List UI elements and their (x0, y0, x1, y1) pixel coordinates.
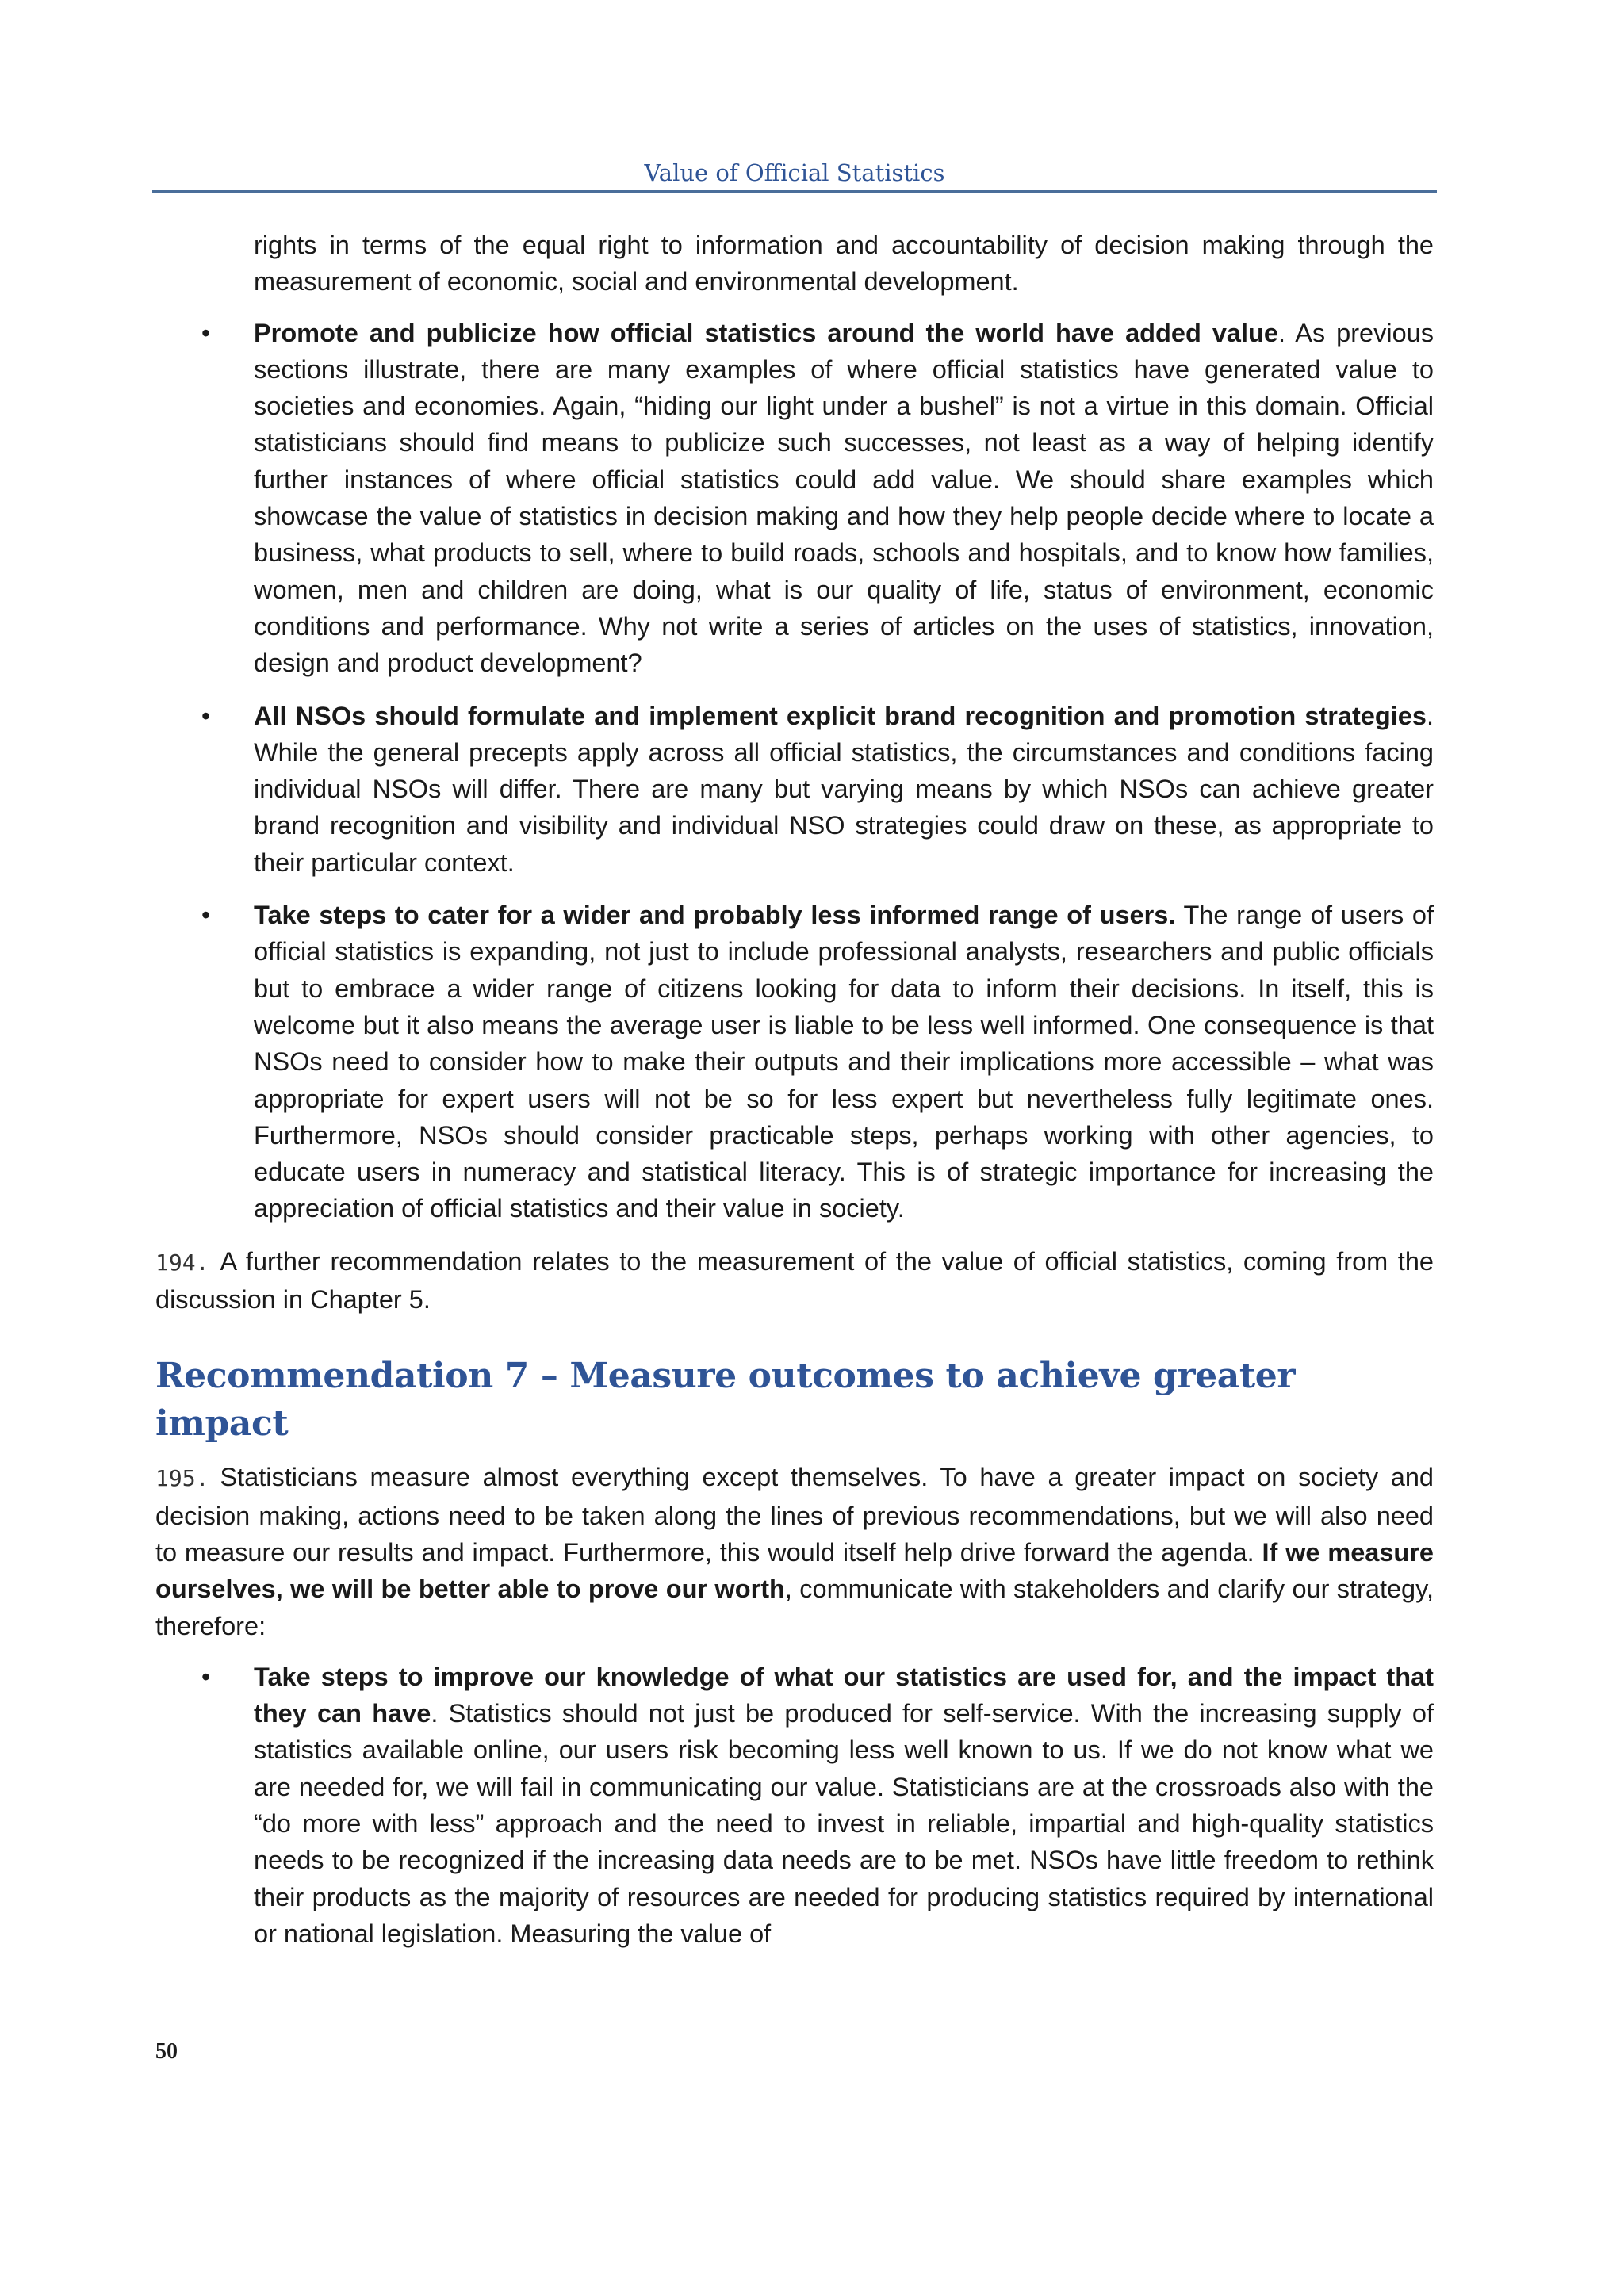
running-header (152, 155, 1437, 193)
running-header-title: Value of Official Statistics (644, 159, 945, 186)
bullet-icon: • (201, 701, 211, 730)
bullet-lead: Take steps to cater for a wider and probably less informed range of users. (254, 901, 1176, 930)
bullet-icon: • (201, 901, 211, 930)
page-body (155, 227, 1434, 1968)
bullet-lead: All NSOs should formulate and implement explicit brand recognition and promotion strategies (254, 701, 1427, 730)
bullet-list-measurement (155, 1659, 1434, 1952)
paragraph-number: 194. (155, 1249, 209, 1276)
paragraph-text-before: Statisticians measure almost everything except themselves. To have a greater impact on society and decision making, actions need to be taken along the lines of previous recommendations, but we will also need to measure our results and impact. Furthermore, this would itself help drive forward the agenda. (155, 1463, 1434, 1567)
bullet-lead: Promote and publicize how official statistics around the world have added value (254, 318, 1278, 347)
paragraph-195 (155, 1459, 1434, 1644)
bullet-list-promotion (155, 315, 1434, 1227)
bullet-lead: Take steps to improve our knowledge of what our statistics are used for, and the impact that they can have (254, 1662, 1434, 1728)
paragraph-text-after: , communicate with stakeholders and clarify our strategy, therefore: (155, 1575, 1434, 1640)
bullet-body: . Statistics should not just be produced for self-service. With the increasing supply of statistics available online, our users risk becoming less well known to us. If we do not know what we are needed for, we will fail in communicating our value. Statisticians are at the crossroads also with the “do more with less” approach and the need to invest in reliable, impartial and high-quality statistics needs to be recognized if the increasing data needs are to be met. NSOs have little freedom to rethink their products as the majority of resources are needed for producing statistics required by international or national legislation. Measuring the value of (254, 1699, 1434, 1948)
bullet-icon: • (201, 1662, 211, 1691)
list-item (155, 1659, 1434, 1952)
paragraph-194 (155, 1243, 1434, 1318)
continuation-paragraph: rights in terms of the equal right to information and accountability of decision making through the measurement of economic, social and environmental development. (254, 231, 1434, 297)
paragraph-number: 195. (155, 1465, 209, 1492)
paragraph-bold-text: If we measure ourselves, we will be better able to prove our worth (155, 1537, 1434, 1604)
list-item (155, 897, 1434, 1227)
recommendation-heading: Recommendation 7 – Measure outcomes to achieve greater impact (155, 1356, 1296, 1445)
paragraph-text: A further recommendation relates to the measurement of the value of official statistics, coming from the discussion in Chapter 5. (155, 1246, 1434, 1314)
bullet-body: The range of users of official statistics is expanding, not just to include professional analysts, researchers and public officials but to embrace a wider range of citizens looking for data to inform their decisions. In itself, this is welcome but it also means the average user is liable to be less well informed. One consequence is that NSOs need to consider how to make their outputs and their implications more accessible – what was appropriate for expert users will not be so for less expert but nevertheless fully legitimate ones. Furthermore, NSOs should consider practicable steps, perhaps working with other agencies, to educate users in numeracy and statistical literacy. This is of strategic importance for increasing the appreciation of official statistics and their value in society. (254, 901, 1434, 1223)
list-item (155, 698, 1434, 881)
bullet-body: . As previous sections illustrate, there are many examples of where official statistics have generated value to societies and economies. Again, “hiding our light under a bushel” is not a virtue in this domain. Official statisticians should find means to publicize such successes, not least as a way of helping identify further instances of where official statistics could add value. We should share examples which showcase the value of statistics in decision making and how they help people decide where to locate a business, what products to sell, where to build roads, schools and hospitals, and to know how families, women, men and children are doing, what is our quality of life, status of environment, economic conditions and performance. Why not write a series of articles on the uses of statistics, innovation, design and product development? (254, 318, 1434, 678)
list-item (155, 315, 1434, 682)
page-number: 50 (155, 2039, 178, 2064)
bullet-icon: • (201, 318, 211, 347)
bullet-body: . While the general precepts apply across all official statistics, the circumstances and conditions facing individual NSOs will differ. There are many but varying means by which NSOs can achieve greater brand recognition and visibility and individual NSO strategies could draw on these, as appropriate to their particular context. (254, 701, 1434, 877)
